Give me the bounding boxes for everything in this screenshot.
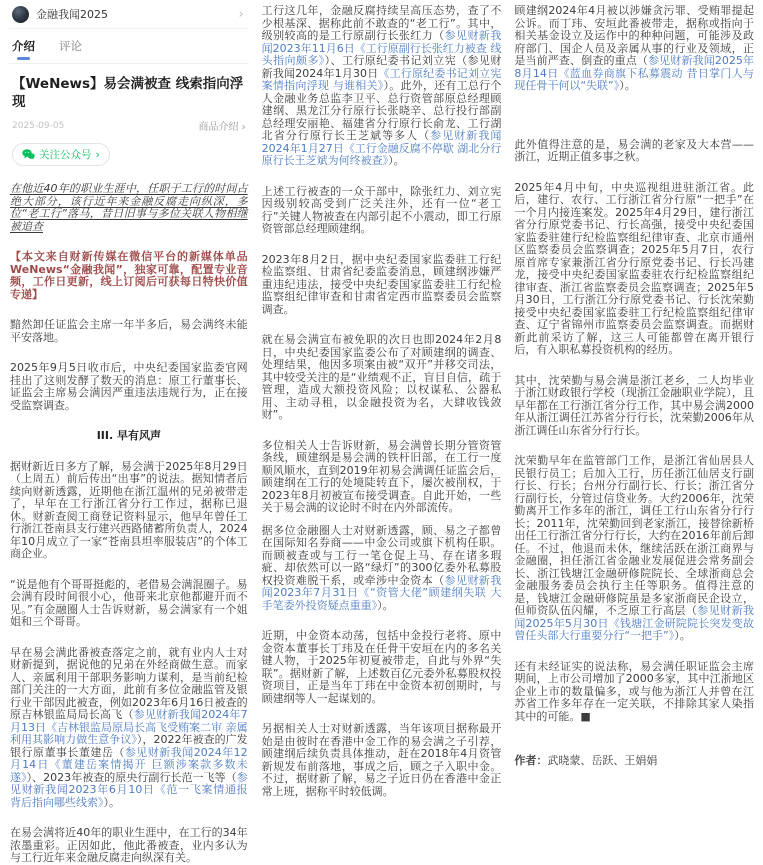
text-column-3 (514, 0, 754, 800)
inline-link[interactable]: 参见财新我闻2024年7月13日《吉林银监局原局长高飞受贿案二审 亲属利用其影响力做生意争议》 (10, 708, 248, 747)
text-run: 据财新近日多方了解，易会满于2025年8月29日（上周五）前后传出“出事”的说法。据知情者后续向财新透露，近期他在浙江温州的兄弟被带走了，早年在工行浙江省分行工作过，据称已退休。财新查阅工商登记资料显示，他早年曾任工行浙江苍南县支行建兴西路储蓄所负责人，2024年10月成立了一家“苍南县坦率服装店”的个体工商企业。 (10, 459, 248, 561)
text-run: ）、工行原纪委书记刘立宪（参见财新我闻2024年1月30日 (261, 54, 502, 80)
article-paragraph (10, 827, 248, 865)
text-run: 其中，沈荣勤与易会满是浙江老乡，二人均毕业于浙江财政银行学校（现浙江金融职业学院），且早年都在工行浙江省分行工作，其中易会满2000年从浙江调任江苏省分行行长，沈荣勤2006年从浙江调任山东省分行行长。 (514, 373, 755, 437)
text-run: 另据相关人士对财新透露，当年该项目据称最开始是由彼时在香港中金工作的易会满之子引荐，顾建纲后续负责具体推动，赶在2018年4月资管新规发布前落地，事成之后，顾之子入职中金。不过，据财新了解，易之子近日仍在香港中金正常上班，据称平时较低调。 (261, 722, 502, 798)
text-run: 2025年4月中旬，中央巡视组进驻浙江省。此后，建行、农行、工行浙江省分行原“一把手”在一个月内接连案发。2025年4月29日，建行浙江省分行原党委书记、行长高强，接受中央纪委国家监委驻建行纪检监察组纪律审查、北京市通州区监察委员会监察调查；2025年5月7日，农行原首席专家兼浙江省分行原党委书记、行长冯建龙，接受中央纪委国家监委驻农行纪检监察组纪律审查、浙江省监察委员会监察调查；2025年5月30日，工行浙江分行原党委书记、行长沈荣勤接受中央纪委国家监委驻工行纪检监察组纪律审查、辽宁省锦州市监察委员会监察调查。而据财新此前采访了解，这三人可能都曾在离开银行后，有入职私募投资机构的经历。 (514, 180, 755, 356)
article-paragraph (262, 5, 502, 168)
inline-link[interactable]: 参见财新我闻2025年8月14日《蓝血券商旗下私募震动 昔日掌门人与现任骨干何以“失联”》 (514, 54, 755, 92)
article-paragraph (262, 723, 502, 798)
publish-date: 2025-09-05 (12, 120, 65, 131)
article-paragraph (262, 334, 502, 422)
text-run: 武晓蒙、岳跃、王娟娟 (547, 754, 658, 767)
text-run: 还有未经证实的说法称，易会满任职证监会主席期间，上市公司增加了2000多家，其中江浙地区企业上市的数量偏多，或与他为浙江人并曾在江苏省工作多年存在一定关联，不排除其家人染指其中的可能。■ (514, 659, 755, 723)
text-run: III. 早有风声 (96, 429, 161, 443)
article-meta-row (12, 118, 246, 133)
chevron-right-icon: › (95, 148, 100, 162)
text-run: 黯然卸任证监会主席一年半多后，易会满终未能平安落地。 (10, 318, 248, 344)
article-paragraph (514, 5, 754, 93)
article-paragraph (514, 375, 754, 438)
text-run: 在易会满将近40年的职业生涯中，在工行的34年浓墨重彩。正因如此，他此番被查，业内多认为与工行近年来金融反腐走向纵深有关。 (10, 826, 248, 865)
article-paragraph (262, 440, 502, 515)
article-paragraph (10, 461, 248, 561)
account-avatar (12, 6, 29, 23)
inline-link[interactable]: 参见财新我闻2025年5月30日《钱塘江金研院院长突发变故 曾任头部大行重要分行“一把手”》 (514, 604, 755, 642)
text-run: 顾建纲2024年4月被以涉嫌贪污罪、受贿罪提起公诉。而丁玮、安垣此番被带走，据称或指向于相关基金设立及运作中的种种问题，可能涉及政府部门、国企人员及亲属从事的行业及领域，正是当前严查、倒查的重点（ (514, 4, 755, 67)
chevron-right-icon: › (241, 122, 246, 134)
text-run: 近期，中金资本动荡，包括中金投行老将、原中金资本董事长丁玮及在任骨干安垣在内的多名关键人物，于2025年初夏被带走，自此与外界“失联”。据财新了解，上述数百亿元委外私募股权投资项目，正是当年丁玮在中金资本初创期时，与顾建纲等人一起谋划的。 (261, 629, 502, 705)
follow-button[interactable]: 关注公众号 › (12, 143, 110, 166)
text-column-1 (9, 183, 249, 865)
account-row[interactable] (9, 0, 249, 29)
text-run: 沈荣勤早年在监管部门工作，是浙江省仙居县人民银行员工；后加入工行，历任浙江仙居支行副行长、行长；台州分行副行长、行长；浙江省分行副行长，分管过信贷业务。大约2006年，沈荣勤离开工作多年的浙江，调任工行山东省分行行长；2011年，沈荣勤回到老家浙江，接替徐新桥出任工行浙江省分行行长，大约在2016年前后卸任。不过，他退而未休，继续活跃在浙江商界与金融圈，担任浙江省金融业发展促进会常务副会长、浙江钱塘江金融研修院院长、全球浙商总会金融服务委员会执行主任等职务。值得注意的是，钱塘江金融研修院虽是多家浙商民企设立，但师资队伍闪耀，不乏原工行高层（ (514, 454, 755, 617)
author-line (514, 755, 754, 768)
source-notice (10, 251, 248, 301)
article-paragraph (10, 647, 248, 810)
article-paragraph (514, 139, 754, 164)
inline-link[interactable]: 参见财新我闻2024年1月27日《工行金融反腐不停歇 湖北分行原行长王芝斌为何终被查》 (261, 129, 502, 167)
text-run: 早在易会满此番被查落定之前，就有业内人士对财新提到，据说他的兄弟在外经商做生意。而家人、亲属利用干部职务影响力谋利，是当前纪检部门关注的一大方面，此前有多位金融监管及银行业干部因此被查，例如2023年6月16日被查的原吉林银监局局长高飞（ (10, 645, 248, 722)
inline-link[interactable]: 参见财新我闻2023年6月10日《范一飞案情通报 背后指向哪些线索》 (10, 770, 248, 809)
text-run: 据多位金融圈人士对财新透露，顾、易之子都曾在国际知名券商——中金公司或旗下机构任职。而顾被查或与工行一笔仓促上马、存在诸多瑕疵、却依然可以一路“绿灯”的300亿委外私募股权投资难脱干系，或牵涉中金资本（ (261, 523, 502, 587)
article-paragraph (262, 525, 502, 613)
text-run: ）。 (103, 795, 120, 809)
wechat-icon (22, 149, 35, 160)
text-run: 作者： (514, 754, 548, 767)
article-paragraph (10, 319, 248, 344)
article-paragraph (10, 362, 248, 412)
text-run: “说是他有个哥哥挺彪的，老借易会满混圈子。易会满有段时间很小心，他哥来北京他都避开而不见。”有金融圈人士告诉财新，易会满家有一个姐姐和三个哥哥。 (10, 577, 248, 629)
inline-link[interactable]: 参见财新我闻2023年7月31日《“资管大佬”顾建纲失联 大手笔委外投资疑点重重》 (261, 573, 502, 612)
tab-comments[interactable]: 评论 (59, 39, 82, 53)
inline-link[interactable]: 《工行原纪委书记刘立宪案情指向浮现 与谁相关》 (261, 66, 502, 92)
text-run: ）、2023年被查的原央行副行长范一飞等（ (26, 770, 237, 784)
text-run: 在他近40年的职业生涯中，任职于工行的时间占绝大部分，该行近年来金融反腐走向纵深，多位“老工行”落马，昔日旧事与多位关联人物相继被追查 (10, 182, 248, 233)
profile-card (9, 0, 249, 170)
inline-link[interactable]: 参见财新我闻2024年12月14日《董建岳案情揭开 巨额涉案款多数未遂》 (10, 745, 248, 784)
text-run: 就在易会满宣布被免职的次日也即2024年2月8日，中央纪委国家监委公布了对顾建纲的调查、处理结果，他因多项案由被“双开”并移交司法，其中较受关注的是“业绩观不正，盲目自信，疏于管理，造成大额投资风险；以权谋私、公器私用、主动寻租，以金融投资为名，大肆收钱敛财”。 (261, 333, 502, 421)
text-run: ）。 (388, 154, 405, 167)
article-paragraph (10, 579, 248, 629)
article-paragraph (514, 182, 754, 357)
article-head (9, 76, 249, 170)
text-run: ）。 (619, 79, 636, 92)
text-run: 上述工行被查的一众干部中，除张红力、刘立宪因级别较高受到广泛关注外，还有一位“老工行”关键人物被查在内部引起不小震动，即工行原资管部总经理顾建纲。 (261, 184, 502, 235)
article-summary (10, 183, 248, 233)
account-name: 金融我闻2025 (36, 8, 108, 21)
tab-intro[interactable]: 介绍 (12, 38, 35, 63)
article-paragraph (262, 186, 502, 236)
text-run: 工行这几年，金融反腐持续呈高压态势，查了不少根基深、据称此前不敢查的“老工行”。其中，级别较高的是工行原副行长张红力（ (261, 4, 502, 42)
text-run: 多位相关人士告诉财新，易会满曾长期分管资管条线，顾建纲是易会满的铁杆旧部，在工行一度顺风顺水，直到2019年初易会满调任证监会后，顾建纲在工行的处境陡转直下，屡次被削权，于2023年8月初被宣布接受调查。自此开始，一些关于易会满的议论时不时在内外部流传。 (261, 438, 502, 514)
article-paragraph (262, 630, 502, 705)
text-column-2 (262, 0, 502, 800)
text-run: ），2022年被查的广发银行原董事长董建岳（ (10, 733, 248, 759)
article-paragraph (262, 254, 502, 317)
article-title: 【WeNews】易会满被查 线索指向浮现 (12, 76, 244, 110)
tabs-row (9, 29, 249, 64)
product-intro-link[interactable]: 商品介绍 › (198, 122, 246, 134)
text-run: ）。 (674, 629, 691, 642)
text-run: ）。 (377, 598, 394, 612)
article-paragraph (514, 455, 754, 643)
inline-link[interactable]: 参见财新我闻2023年11月6日《工行原副行长张红力被查 线头指向颇多》 (261, 29, 502, 67)
chevron-right-icon[interactable]: › (238, 6, 244, 22)
text-run: 【本文来自财新传媒在微信平台的新媒体单品 WeNews“金融我闻”，独家可靠，配置专业音频，工作日更新，线上订阅后可获每日特快价值专递】 (10, 250, 248, 301)
text-run: 2025年9月5日收市后，中央纪委国家监委官网挂出了这则发酵了数天的消息：原工行董事长、证监会主席易会满因严重违法违规行为，正在接受监察调查。 (10, 361, 248, 412)
article-paragraph (514, 661, 754, 724)
text-run: ）。此外，还有工总行个人金融业务总监李卫平、总行资管部原总经理顾建纲、黑龙江分行原行长张晓辛、总行投行部副总经理安丽艳、福建省分行原行长俞龙、工行湖北省分行原行长王芝斌等多人（ (261, 79, 502, 142)
section-heading (10, 430, 248, 443)
column-1 (9, 0, 249, 865)
text-run: 2023年8月2日，据中央纪委国家监委驻工行纪检监察组、甘肃省纪委监委消息，顾建纲涉嫌严重违纪违法，接受中央纪委国家监委驻工行纪检监察组纪律审查和甘肃省定西市监察委员会监察调查。 (261, 252, 502, 316)
text-run: 此外值得注意的是，易会满的老家及大本营——浙江，近期正值多事之秋。 (514, 137, 755, 163)
